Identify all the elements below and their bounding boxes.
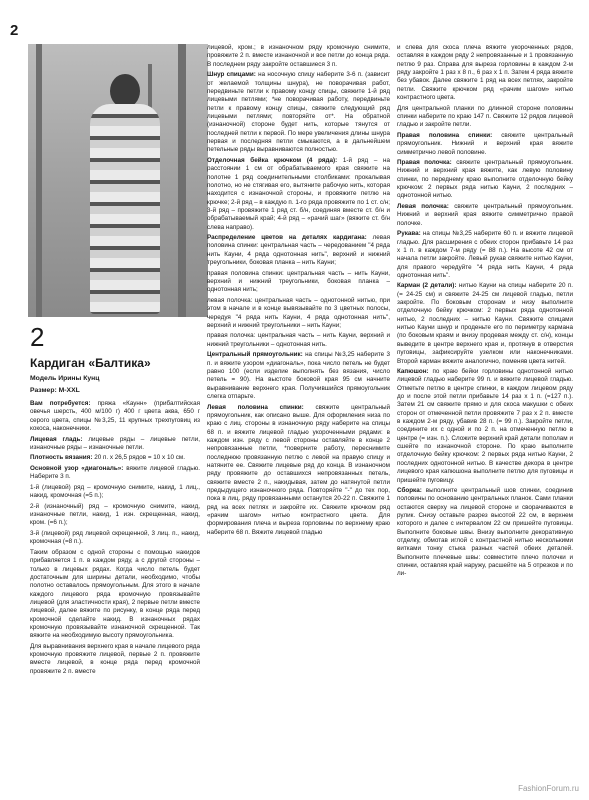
- paragraph: и слева для скоса плеча вяжите укороченных рядов, оставляя в каждом ряду 2 непровязанные и 1 провязанную петлю 9 раз. Справа для выреза горловины в каждом 2-м ряду закройте 1 раз х 8 п., 6 раз х 1 п. Затем 4 ряда вяжите без убавок. Далее свяжите 1 ряд на всех петлях, закройте петли. Свяжите крючком ряд «рачим шагом» нитью контрастного цвета.: [397, 44, 573, 102]
- paragraph: 2-й (изнаночный) ряд – кромочную снимите, накид, изнаночные петли, накид, 1 изн. скрещенная, накид, кром. (=6 п.);: [30, 502, 200, 527]
- paragraph: 1-й (лицевой) ряд – кромочную снимите, накид, 1 лиц., накид, кромочная (=5 п.);: [30, 483, 200, 500]
- paragraph: 3-й (лицевой) ряд лицевой скрещенной, 3 лиц. п., накид, кромочная (=8 п.).: [30, 529, 200, 546]
- column-3: [397, 44, 573, 581]
- paragraph: Вам потребуется: пряжа «Каунн» (прибалтийская овечья шерсть, 400 м/100 г) 400 г цвета аква, 650 г серого цвета, спицы №3,25, 11 крупных трехпуговиц из кокоса, наконечники.: [30, 400, 200, 433]
- model-figure: [90, 74, 160, 314]
- paragraph: Капюшон: по краю бейки горловины однотонной нитью лицевой гладью наберите 99 п. и вяжите лицевой гладью. Отметьте петлю в центре спинки, в каждом лицевом ряду до и после этой петли прибавьте 14 раз х 1 п. (=127 п.). Затем 21 см свяжите прямо и для скоса макушки с обеих сторон от отмеченной петли провяжите 7 раз х 2 п. вместе в каждом 2-м ряду, убавив 28 п. (= 99 п.). Закройте петли, соедините их с одной и по 2 п. на отмеченную петлю в центре (= изн. п.). Сложите верхний край детали пополам и сшейте по изнаночной стороне. По краю выполните отделочную бейку крючком: 2 первых ряда нитью Кауни, 2 последних однотонной нитью. В качестве декора в центре лицевого края капюшона выполните петлю для пуговицы и пришейте пуговицу.: [397, 368, 573, 484]
- paragraph: Лицевая гладь: лицевые ряды – лицевые петли, изнаночные ряды – изнаночные петли.: [30, 435, 201, 451]
- column-1: [30, 400, 200, 678]
- paragraph: Распределение цветов на деталях кардигана: левая половина спинки: центральная часть – чередованием "4 ряда нить Кауни, 4 ряда однотонная нить", верхний и нижний треугольники, боковая планка – нить Кауни;: [207, 234, 390, 267]
- paragraph: Плотность вязания: 20 п. х 26,5 рядов = 10 х 10 см.: [30, 454, 185, 462]
- paragraph: Правая полочка: свяжите центральный прямоугольник. Нижний и верхний края вяжите, как левую половину спинки, по переднему краю выполните отделочную бейку крючком: 2 первых ряда нитью Кауни, 2 последних – однотонной нитью.: [397, 159, 573, 200]
- paragraph: Левая половина спинки: свяжите центральный прямоугольник, как описано выше. Для оформления низа по краю с лиц. стороны в изнаночную ряду наберите на спицы 68 п. и вяжите лицевой гладью укороченными рядами: в каждом изн. ряду с левой стороны оставляйте в конце 2 непровязанные петли, *поверните работу, переснимите последнюю провязанную петлю с левой на правую спицу и натяните ее. Свяжите лицевые ряд до конца. В изнаночном ряду провяжите до оставшихся непровязанных петель, свяжите вместе 2 п., накидывая, затем до натянутой петли предыдущего изнаночного ряда. Повторяйте "-" до тех пор, пока в лиц. ряду провязанными останутся 20-22 п. Свяжите 1 ряд на всех петлях и закройте их. Свяжите крючком ряд «рачим шагом» нитью контрастного цвета. Для формирования плеча и выреза горловины по верхнему краю наберите 68 п. Вяжите лицевой гладью: [207, 403, 390, 536]
- paragraph: Сборка: выполните центральный шов спинки, соединив половины по основанию центральных планок. Сами планки остаются сверху на лицевой стороне и сворачиваются в рулик. Снизу оставьте разрез высотой 22 см, в верхнем которого и далее с интервалом 22 см пришейте пуговицы. Выполните боковые швы. Внизу выполните декоративную отделку, обмотав иглой с контрастной нитью несколькими витками тонку стыка разных частей обеих деталей. Выполните плечевые швы: совместите плечо полочки и спинки, оставляя край наружу, расшейте на 5 отрезков и по ли-: [397, 487, 573, 578]
- paragraph: Шнур спицами: на носочную спицу наберите 3-6 п. (зависит от желаемой толщины шнура), не поворачивая работ, передвиньте петли к правому концу спицы, свяжите 1-й ряд лицевыми петлями; *не поворачивая работу, передвиньте петли к правому концу спицы, свяжите следующий ряд лицевыми петлями; повторяйте от*. На обратной (изнаночной) стороне будет нить, которые тянутся от последней петли к первой. По мере увеличения длины шнура первая и последняя петли смыкаются, а в дальнейшем петельные ряды выравниваются полностью.: [207, 71, 390, 154]
- paragraph: Основной узор «диагональ»: вяжите лицевой гладью. Наберите 3 п.: [30, 464, 200, 481]
- paragraph: Отделочная бейка крючком (4 ряда): 1-й ряд – на расстоянии 1 см от обрабатываемого края свяжите на полотне 1 ряд соединительными столбиками: прокалывая полотно, но не стягивая его, вытяните рабочую нить, которая находится с изнаночной стороны, и провяжите петлю на крючке; 2-й ряд – в каждую п. 1-го ряда провяжите по 1 ст. с/н; 3-й ряд – провяжите 1 ряд ст. б/н, соединяя вместе ст. б/н и обрабатываемый край; 4-й ряд – «рачий шаг» (вяжите ст. б/н слева направо).: [207, 156, 390, 231]
- paragraph: Для выравнивания верхнего края в начале лицевого ряда кромочную провяжите лицевой, первые 2 п. провяжите вместе лицевой, в конце ряда перед кромочной провяжите 2 п. вместе: [30, 642, 200, 675]
- model-author: Модель Ирины Кунц: [30, 375, 100, 382]
- paragraph: Рукава: на спицы №3,25 наберите 60 п. и вяжите лицевой гладью. Для расширения с обеих сторон прибавьте 14 раз х 1 п. в каждом 7-м ряду (= 88 п.). На высоте 42 см от начала петли закройте. Левый рукав свяжите нитью Кауни, для правого чередуйте "4 ряда нить Кауни, 4 ряда однотонная нить".: [397, 230, 573, 279]
- watermark: FashionForum.ru: [518, 784, 579, 793]
- pattern-number: 2: [30, 322, 45, 352]
- size-label: Размер: M-XXL: [30, 387, 80, 394]
- column-2: [207, 44, 390, 539]
- paragraph: Карман (2 детали): нитью Кауни на спицы наберите 20 п. (= 24-25 см) и свяжите 24-25 см лицевой гладью, петли закройте. По боковым сторонам и низу выполните отделочную бейку крючком: 2 первых ряда однотонной нитью, 2 последних – нитью Кауни. Свяжите спицами нитью Кауни шнур и проденьте его по периметру кармана (по боковым краям и внизу продевая между ст. с/н), концы выведите в центре верхнего края и, протянув в отверстия пуговицы, зафиксируйте узелком или наконечниками. Второй карман вяжите аналогично, поменяв цвета нитей.: [397, 282, 573, 365]
- paragraph: левая полочка: центральная часть – однотонной нитью, при этом в начале и в конце вывязывайте по 3 цветных полосы, чередуя "4 ряда нить Кауни, 4 ряда однотонная нить", верхний и нижний треугольники – нить Кауни;: [207, 296, 390, 329]
- paragraph: правая полочка: центральная часть – нить Кауни, верхний и нижний треугольники – однотонная нить.: [207, 332, 390, 348]
- paragraph: Правая половина спинки: свяжите центральный прямоугольник. Нижний и верхний края вяжите симметрично левой половине.: [397, 131, 573, 156]
- paragraph: Центральный прямоугольник: на спицы №3,25 наберите 3 п. и вяжите узором «диагональ», пока число петель не будет равно 100 (если изделие выполнять без вязания, число петель = 90). На выстоте боковой края 95 см начните выравнивание верхнего края. Получившийся прямоугольник слегка отпарьте.: [207, 351, 390, 401]
- paragraph: лицевой, кром.; в изнаночном ряду кромочную снимите, провяжите 2 п. вместе изнаночной и все петли до конца ряда. В последнем ряду закройте оставшиеся 3 п.: [207, 44, 390, 68]
- model-photo: [28, 44, 208, 317]
- page-number: 2: [10, 22, 19, 39]
- paragraph: Левая полочка: свяжите центральный прямоугольник. Нижний и верхний края вяжите симметрично правой полочке.: [397, 202, 573, 227]
- paragraph: правая половина спинки: центральная часть – нить Кауни, верхний и нижний треугольники, боковая планка – однотонная нить;: [207, 269, 390, 294]
- pattern-title: Кардиган «Балтика»: [30, 356, 151, 370]
- paragraph: Для центральной планки по длинной стороне половины спинки наберите по краю 147 п. Свяжите 12 рядов лицевой гладью и закройте петли.: [397, 104, 573, 129]
- paragraph: Таким образом с одной стороны с помощью накидов прибавляется 1 п. в каждом ряду, а с другой стороны – только в лицевых рядах. Когда число петель будет достаточным для ширины детали, необходимо, чтобы полотно оставалось прямоугольным. Для этого в начале каждого лицевого ряда кромочную провязывайте лицевой (для эластичности края), 2 первые петли вместе лицевой, далее вяжите по рисунку, в конце ряда перед кромочной сделайте накид. В изнаночных рядах кромочную провязывайте изнаночной скрещенной. Так вяжите на необходимую высоту прямоугольника.: [30, 548, 200, 640]
